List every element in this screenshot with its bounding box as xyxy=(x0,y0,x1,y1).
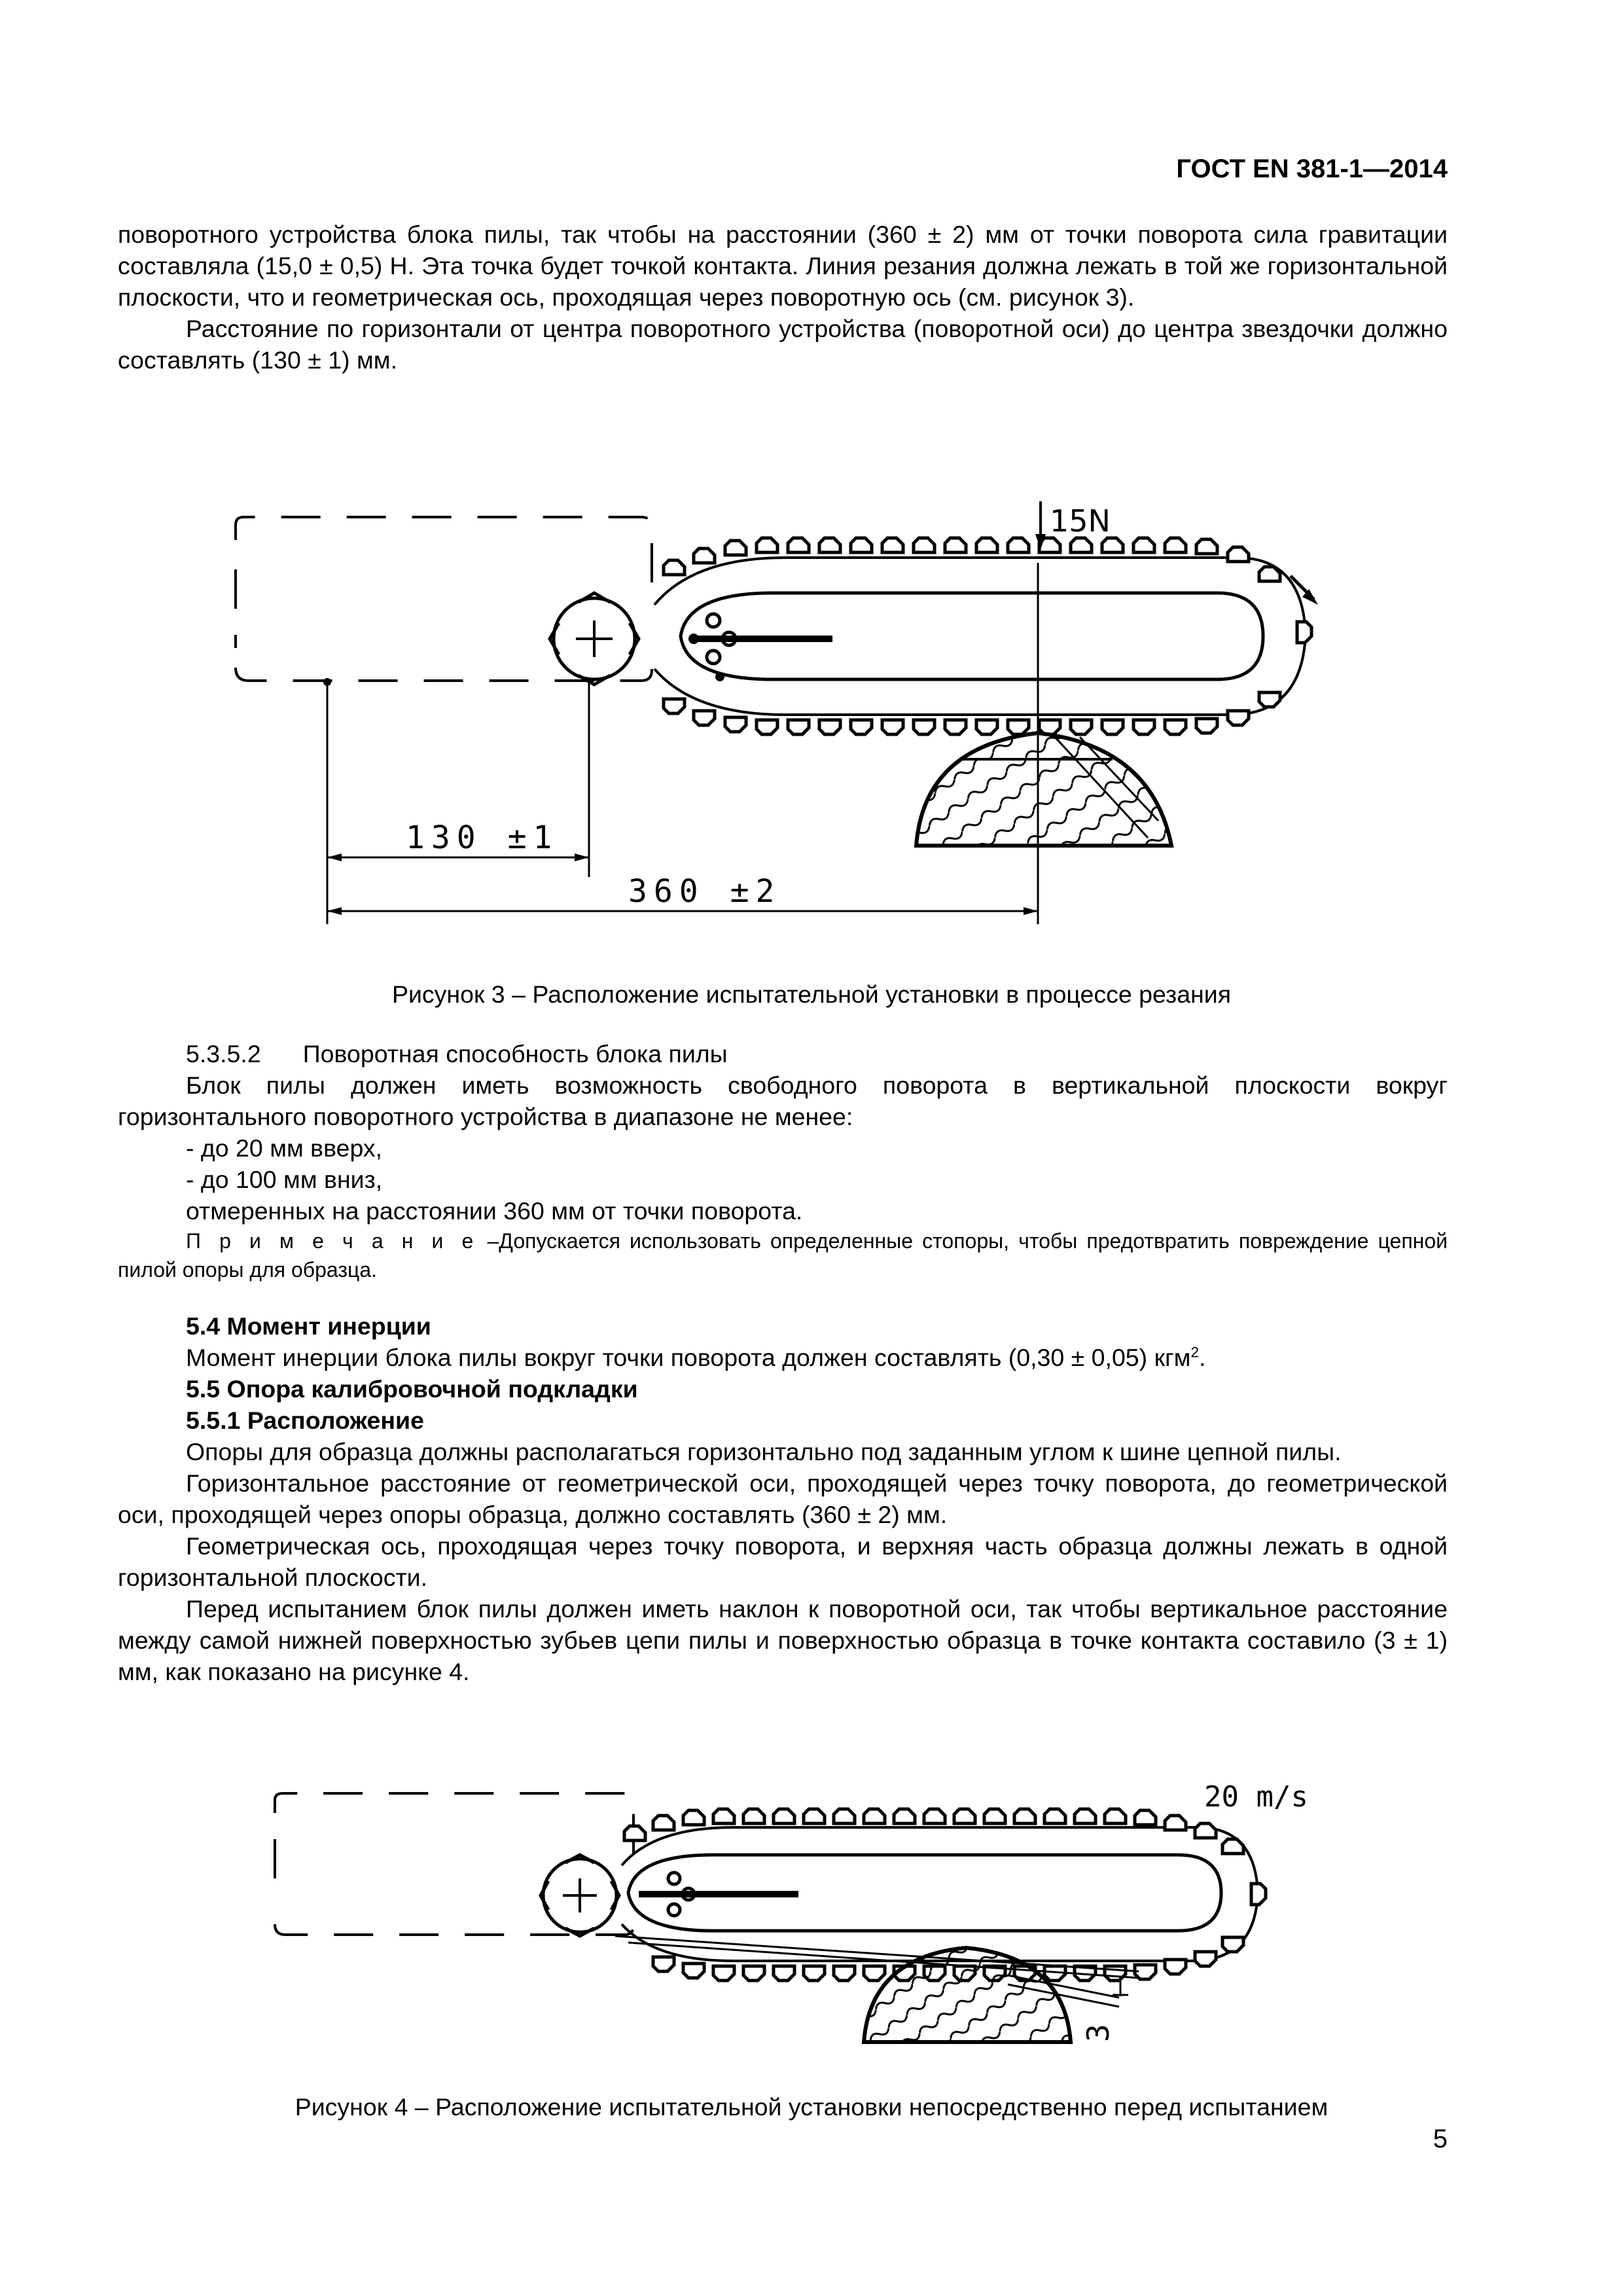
subsection-number: 5.3.5.2 xyxy=(186,1040,261,1067)
paragraph-measured: отмеренных на расстоянии 360 мм от точки поворота. xyxy=(186,1197,803,1225)
paragraph-sprocket-distance: Расстояние по горизонтали от центра поворотного устройства (поворотной оси) до центра звездочки должно составлять (130 ± 1) мм. xyxy=(118,315,1448,374)
superscript-2: 2 xyxy=(1190,1344,1199,1361)
figure-4-drawing xyxy=(0,1767,1623,2081)
dimension-130-label: 130 ±1 xyxy=(406,819,559,856)
paragraph-moment-inertia xyxy=(118,1342,1448,1373)
section-5-3-5-2 xyxy=(118,1038,1448,1284)
section-heading-5-5: 5.5 Опора калибровочной подкладки xyxy=(186,1375,638,1403)
chain-speed-label: 20 m/s xyxy=(1204,1780,1308,1814)
guide-bar xyxy=(654,558,1306,715)
subsection-title: Поворотная способность блока пилы xyxy=(302,1040,728,1067)
paragraph-pivot-force: поворотного устройства блока пилы, так чтобы на расстоянии (360 ± 2) мм от точки поворота сила гравитации составляла (15,0 ± 0,5) Н. Эта точка будет точкой контакта. Линия резания должна лежать в той же горизонтальной плоскости, что и геометрическая ось, проходящая через поворотную ось (см. рисунок 3). xyxy=(118,221,1448,311)
moment-inertia-text: Момент инерции блока пилы вокруг точки поворота должен составлять (0,30 ± 0,05) кгм xyxy=(186,1344,1191,1371)
figure-3-drawing xyxy=(0,484,1623,956)
paragraph-tilt-before-test: Перед испытанием блок пилы должен иметь наклон к поворотной оси, так чтобы вертикальное расстояние между самой нижней поверхностью зубьев цепи пилы и поверхностью образца в точке контакта составило (3 ± 1) мм, как показано на рисунке 4. xyxy=(118,1595,1448,1685)
note-text: –Допускается использовать определенные стопоры, чтобы предотвратить повреждение цепной пилой опоры для образца. xyxy=(118,1229,1448,1282)
document-code-header: ГОСТ EN 381-1—2014 xyxy=(1176,154,1448,183)
intro-text-block xyxy=(118,219,1448,376)
drive-sprocket xyxy=(541,1855,619,1936)
figure-3-caption: Рисунок 3 – Расположение испытательной установки в процессе резания xyxy=(391,980,1232,1008)
section-heading-5-5-1: 5.5.1 Расположение xyxy=(186,1407,424,1434)
paragraph-rotation-range: Блок пилы должен иметь возможность свободного поворота в вертикальной плоскости вокруг горизонтального поворотного устройства в диапазоне не менее: xyxy=(118,1071,1448,1130)
drive-sprocket xyxy=(550,593,639,685)
paragraph-horizontal-distance: Горизонтальное расстояние от геометрической оси, проходящей через точку поворота, до геометрической оси, проходящей через опоры образца, должно составлять (360 ± 2) мм. xyxy=(118,1469,1448,1528)
section-5-4-5-5 xyxy=(118,1310,1448,1687)
list-item-up: - до 20 мм вверх, xyxy=(186,1134,383,1162)
note-paragraph xyxy=(118,1227,1448,1284)
paragraph-supports: Опоры для образца должны располагаться горизонтально под заданным углом к шине цепной пилы. xyxy=(186,1438,1342,1465)
moment-inertia-end: . xyxy=(1198,1344,1206,1371)
note-label: П р и м е ч а н и е xyxy=(186,1229,478,1253)
page-number: 5 xyxy=(1433,2125,1448,2153)
figure-4-caption: Рисунок 4 – Расположение испытательной установки непосредственно перед испытанием xyxy=(294,2093,1329,2121)
test-specimen xyxy=(916,733,1171,846)
paragraph-geometric-axis: Геометрическая ось, проходящая через точку поворота, и верхняя часть образца должны лежать в одной горизонтальной плоскости. xyxy=(118,1532,1448,1591)
section-heading-5-4: 5.4 Момент инерции xyxy=(186,1312,431,1340)
dimension-360-label: 360 ±2 xyxy=(628,873,781,910)
dimension-3-label: 3 xyxy=(1080,2024,1116,2042)
guide-bar xyxy=(622,1827,1258,1961)
subsection-heading-5-3-5-2 xyxy=(118,1038,1448,1069)
list-item-down: - до 100 мм вниз, xyxy=(186,1166,383,1193)
force-label: 15N xyxy=(1050,503,1111,539)
